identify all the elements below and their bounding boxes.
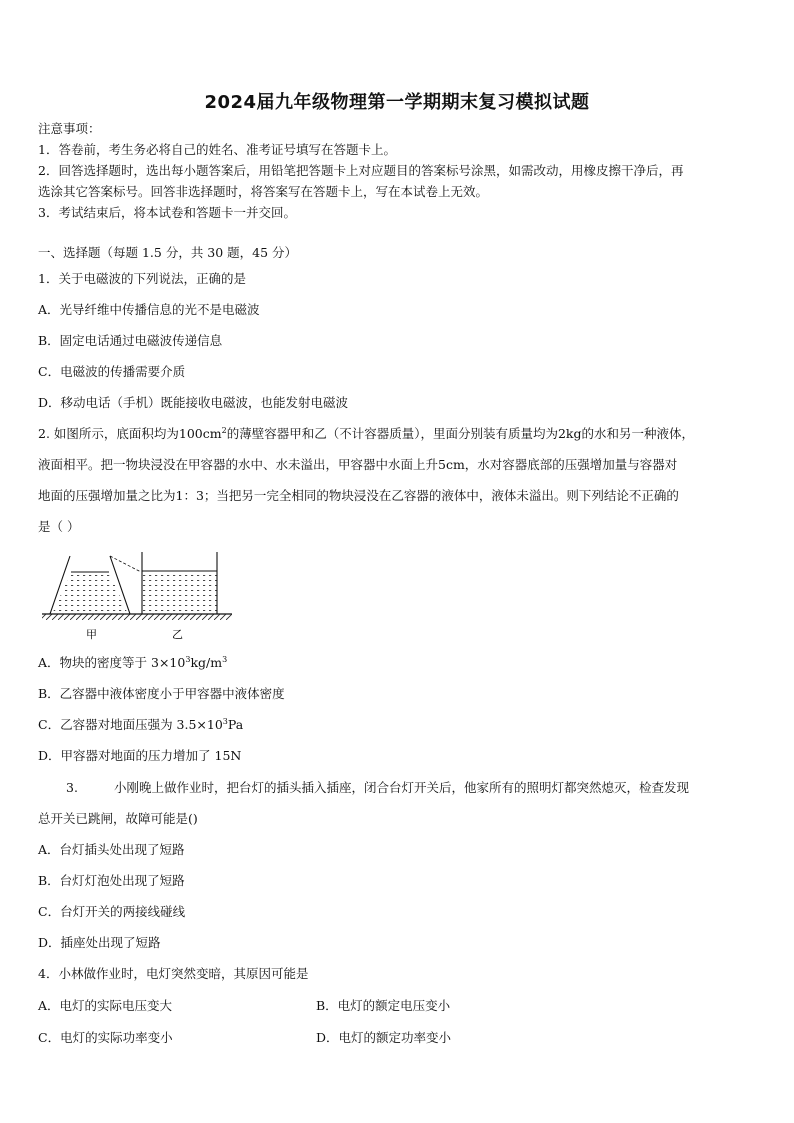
label-yi: 乙: [172, 628, 183, 641]
question-2-stem-line-1: 2. 如图所示，底面积均为$100cm^2$的薄壁容器甲和乙（不计容器质量），里面分别装有质量均为2kg的水和另一种液体，: [38, 425, 694, 441]
question-3-option-c: C．台灯开关的两接线碰线: [38, 904, 186, 919]
page-title: 2024届九年级物理第一学期期末复习模拟试题: [204, 92, 590, 113]
question-1-option-a: A．光导纤维中传播信息的光不是电磁波: [38, 302, 260, 317]
question-3-stem-line-2: 总开关已跳闸，故障可能是(): [38, 811, 198, 826]
question-2-option-b: B．乙容器中液体密度小于甲容器中液体密度: [38, 686, 285, 701]
question-1-option-c: C．电磁波的传播需要介质: [38, 364, 186, 379]
question-1-option-d: D．移动电话（手机）既能接收电磁波，也能发射电磁波: [38, 395, 349, 410]
label-jia: 甲: [86, 628, 97, 641]
notice-heading: 注意事项：: [38, 121, 101, 136]
question-4-option-a: A．电灯的实际电压变大: [38, 998, 173, 1013]
question-4-option-c: C．电灯的实际功率变小: [38, 1030, 173, 1045]
question-1-stem: 1．关于电磁波的下列说法，正确的是: [38, 271, 246, 286]
section-heading: 一、选择题（每题 1.5 分，共 30 题，45 分）: [38, 245, 298, 260]
ground-hatch: [42, 614, 232, 620]
notice-item-2-line-2: 选涂其它答案标号。回答非选择题时，将答案写在答题卡上，写在本试卷上无效。: [38, 184, 489, 199]
yi-liquid: [142, 571, 217, 613]
question-2-option-c: C．乙容器对地面压强为 $3.5\times 10^3Pa$: [38, 716, 244, 732]
question-4-option-d: D．电灯的额定功率变小: [316, 1030, 452, 1045]
containers-diagram: [40, 548, 240, 648]
question-2-option-a: A．物块的密度等于 $3\times 10^3kg/m^3$: [38, 654, 228, 670]
notice-item-2-line-1: 2．回答选择题时，选出每小题答案后，用铅笔把答题卡上对应题目的答案标号涂黑，如需改动，用橡皮擦干净后，再: [38, 163, 684, 178]
question-2-option-d: D．甲容器对地面的压力增加了 15N: [38, 748, 242, 763]
question-3-stem-line-1: 小刚晚上做作业时，把台灯的插头插入插座，闭合台灯开关后，他家所有的照明灯都突然熄灭，检查发现: [114, 780, 690, 795]
question-4-option-b: B．电灯的额定电压变小: [316, 998, 451, 1013]
question-1-option-b: B．固定电话通过电磁波传递信息: [38, 333, 223, 348]
question-4-stem: 4．小林做作业时，电灯突然变暗，其原因可能是: [38, 966, 309, 981]
question-2-stem-line-3: 地面的压强增加量之比为1：3；当把另一完全相同的物块浸没在乙容器的液体中，液体未溢出。则下列结论不正确的: [38, 488, 679, 503]
question-3-option-d: D．插座处出现了短路: [38, 935, 161, 950]
question-3-option-b: B．台灯灯泡处出现了短路: [38, 873, 185, 888]
question-2-stem-line-2: 液面相平。把一物块浸没在甲容器的水中、水未溢出，甲容器中水面上升5cm，水对容器底部的压强增加量与容器对: [38, 457, 678, 472]
notice-item-1: 1．答卷前，考生务必将自己的姓名、准考证号填写在答题卡上。: [38, 142, 396, 157]
question-2-stem-line-4: 是（ ）: [38, 519, 80, 534]
notice-item-3: 3．考试结束后，将本试卷和答题卡一并交回。: [38, 205, 296, 220]
question-3-number: 3.: [66, 780, 78, 795]
question-3-option-a: A．台灯插头处出现了短路: [38, 842, 185, 857]
jia-liquid: [53, 572, 127, 612]
